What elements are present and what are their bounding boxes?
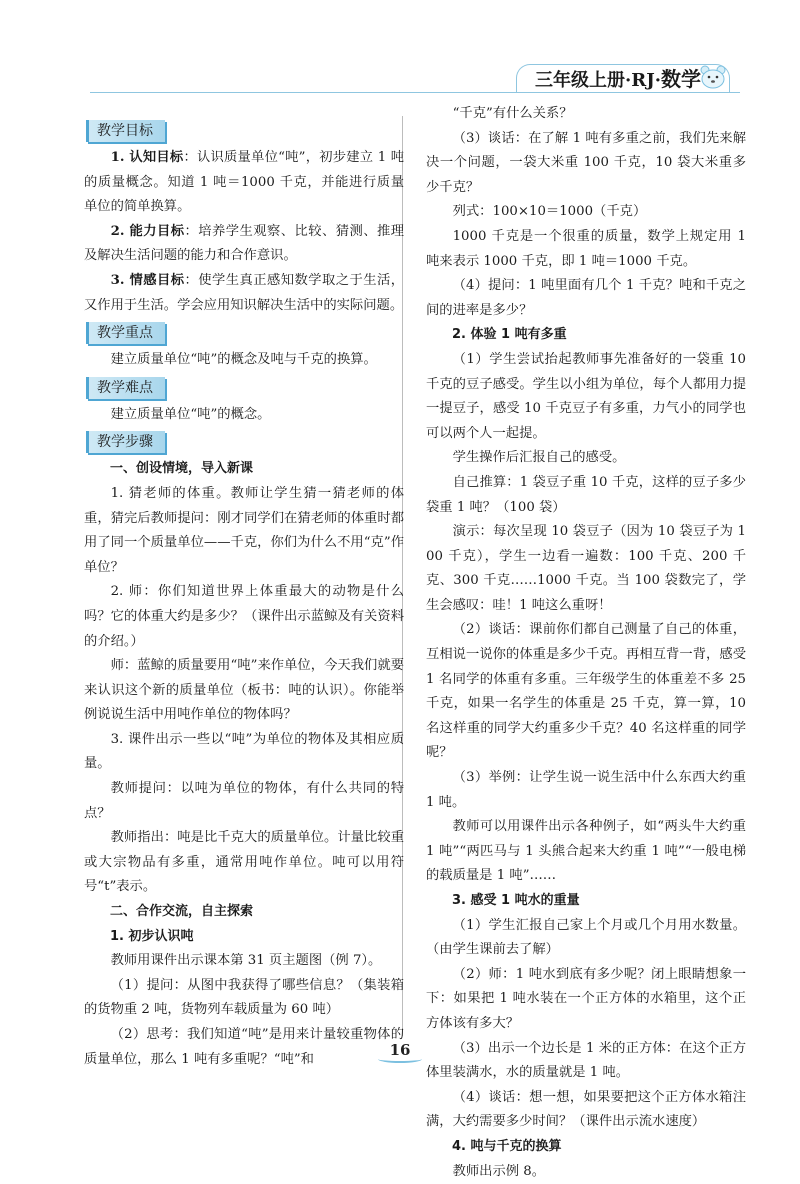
paragraph: 1000 千克是一个很重的质量，数学上规定用 1 吨来表示 1000 千克，即 1 吨＝1000 千克。 [426,228,746,269]
key-point-text: 建立质量单位“吨”的概念及吨与千克的换算。 [110,352,377,368]
paragraph: 演示：每次呈现 10 袋豆子（因为 10 袋豆子为 100 千克），学生一边看一遍数：100 千克、200 千克、300 千克……1000 千克。当 100 袋数完了，学生会感叹：哇！1 吨这么重呀！ [426,524,746,613]
section-tag-steps: 教学步骤 [86,431,165,453]
goal-emotion: 3. 情感目标：使学生真正感知数学取之于生活，又作用于生活。学会应用知识解决生活中的实际问题。 [84,272,404,313]
section-tag-key-points: 教学重点 [86,322,165,344]
paragraph: （1）学生尝试抬起教师事先准备好的一袋重 10 千克的豆子感受。学生以小组为单位，每个人都用力提一提豆子，感受 10 千克豆子有多重，力气小的同学也可以两个人一起提。 [426,351,746,441]
right-column [426,102,746,1184]
paragraph: （2）思考：我们知道“吨”是用来计量较重物体的质量单位，那么 1 吨有多重呢？“吨”和 [84,1027,404,1067]
header-title: 三年级上册·RJ·数学 [516,64,730,92]
subsection-heading: 1. 初步认识吨 [110,928,194,944]
paragraph: （4）提问：1 吨里面有几个 1 千克？吨和千克之间的进率是多少？ [426,278,746,318]
section-tag-difficulty: 教学难点 [86,377,165,399]
paragraph: 学生操作后汇报自己的感受。 [452,450,626,466]
paragraph: 师：蓝鲸的质量要用“吨”来作单位，今天我们就要来认识这个新的质量单位（板书：吨的认识）。你能举例说说生活中用吨作单位的物体吗？ [84,658,404,723]
subsection-heading: 2. 体验 1 吨有多重 [452,327,567,343]
difficulty-text: 建立质量单位“吨”的概念。 [110,406,271,422]
section-heading: 二、合作交流，自主探索 [110,904,254,920]
subject-label: 数学 [661,67,701,91]
section-tag-goals: 教学目标 [86,120,165,142]
paragraph: （3）举例：让学生说一说生活中什么东西大约重 1 吨。 [426,770,746,810]
paragraph: （1）学生汇报自己家上个月或几个月用水数量。（由学生课前去了解） [426,917,746,958]
paragraph: 教师提问：以吨为单位的物体，有什么共同的特点？ [84,781,404,821]
page-header [0,60,800,100]
paragraph: 教师出示例 8。 [452,1163,546,1179]
paragraph: 3. 课件出示一些以“吨”为单位的物体及其相应质量。 [84,731,404,772]
paragraph: 1. 猜老师的体重。教师让学生猜一猜老师的体重，猜完后教师提问：刚才同学们在猜老师的体重时都用了同一个质量单位——千克，你们为什么不用“克”作单位？ [84,485,404,575]
paragraph: 2. 师：你们知道世界上体重最大的动物是什么吗？它的体重大约是多少？（课件出示蓝鲸及有关资料的介绍。） [84,584,404,649]
bear-mascot-icon [698,64,728,90]
paragraph: （2）师：1 吨水到底有多少呢？闭上眼睛想象一下：如果把 1 吨水装在一个正方体的水箱里，这个正方体该有多大？ [426,966,746,1031]
paragraph: 自己推算：1 袋豆子重 10 千克，这样的豆子多少袋重 1 吨？（100 袋） [426,474,746,515]
paragraph: （1）提问：从图中我获得了哪些信息？（集装箱的货物重 2 吨，货物列车载质量为 60 吨） [84,977,404,1018]
left-column [84,116,404,1072]
subsection-heading: 4. 吨与千克的换算 [452,1138,562,1154]
paragraph: （3）谈话：在了解 1 吨有多重之前，我们先来解决一个问题，一袋大米重 100 千克，10 袋大米重多少千克？ [426,130,746,195]
subsection-heading: 3. 感受 1 吨水的重量 [452,893,580,908]
paragraph: 教师可以用课件出示各种例子，如“两头牛大约重 1 吨”“两匹马与 1 头熊合起来大约重 1 吨”“一般电梯的载质量是 1 吨”…… [426,819,746,884]
paragraph: 教师用课件出示课本第 31 页主题图（例 7）。 [110,953,382,969]
paragraph: （4）谈话：想一想，如果要把这个正方体水箱注满，大约需要多少时间？（课件出示流水速度） [426,1089,746,1130]
section-heading: 一、创设情境，导入新课 [110,461,254,477]
grade-label: 三年级上册 [534,70,625,91]
page-footer [0,1040,800,1059]
page-number: 16 [384,1041,417,1059]
goal-cognitive: 1. 认知目标：认识质量单位“吨”，初步建立 1 吨的质量概念。知道 1 吨＝1000 千克，并能进行质量单位的简单换算。 [84,150,404,215]
paragraph: “千克”有什么关系？ [452,106,573,121]
edition-label: RJ [631,70,655,91]
paragraph: 列式：100×10＝1000（千克） [452,204,647,220]
paragraph: 教师指出：吨是比千克大的质量单位。计量比较重或大宗物品有多重，通常用吨作单位。吨可以用符号“t”表示。 [84,830,404,895]
paragraph: （2）谈话：课前你们都自己测量了自己的体重，互相说一说你的体重是多少千克。再相互背一背，感受 1 名同学的体重有多重。三年级学生的体重差不多 25 千克，如果一名学生的体重是 25 千克，算一算，10 名这样重的同学大约重多少千克？40 名这样重的同学呢？ [426,622,746,761]
goal-ability: 2. 能力目标：培养学生观察、比较、猜测、推理及解决生活问题的能力和合作意识。 [84,223,404,264]
paragraph: （3）出示一个边长是 1 米的正方体：在这个正方体里装满水，水的质量就是 1 吨。 [426,1040,746,1081]
